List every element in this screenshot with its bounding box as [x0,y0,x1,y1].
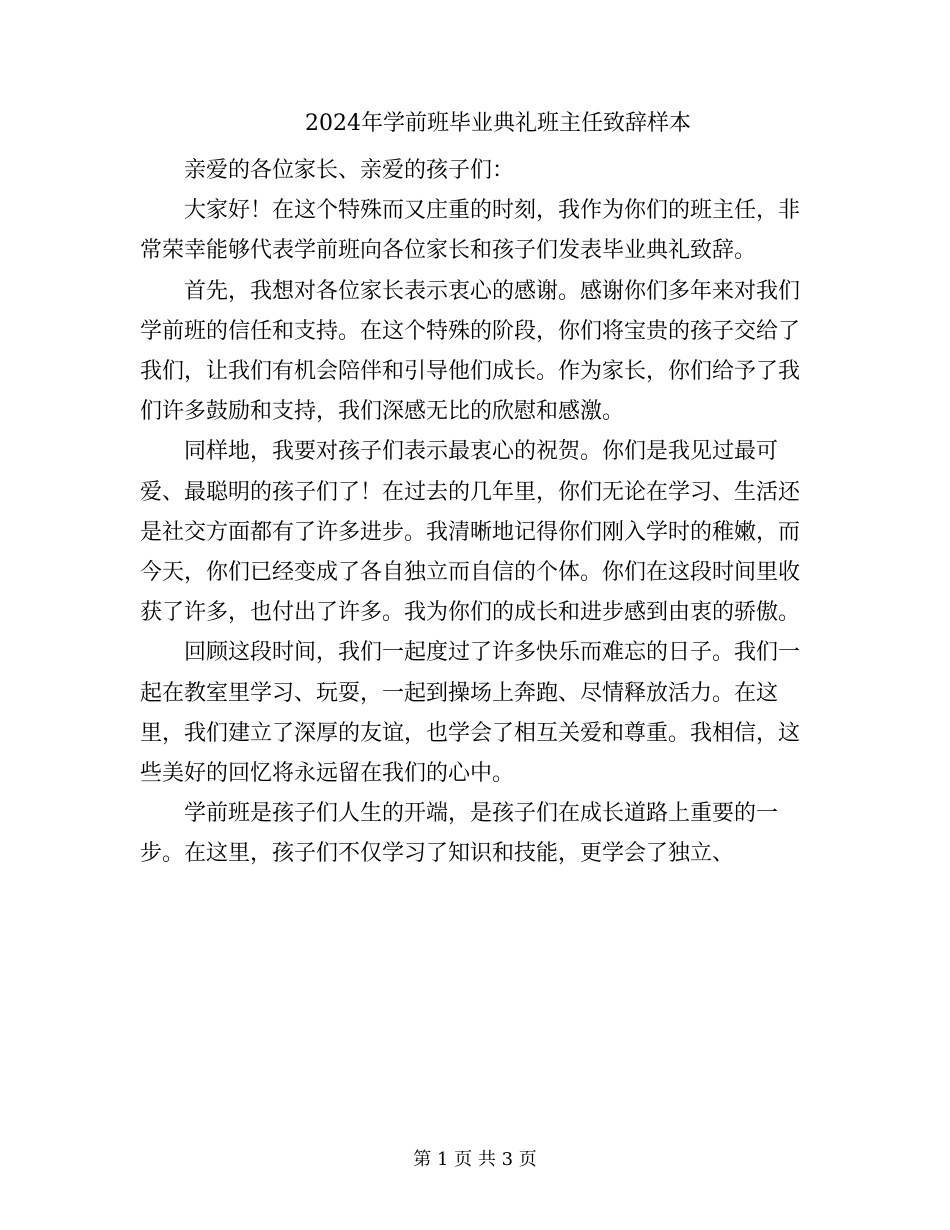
page-footer: 第 1 页 共 3 页 [413,1149,537,1170]
paragraph-thanks-parents: 首先，我想对各位家长表示衷心的感谢。感谢你们多年来对我们学前班的信任和支持。在这个特殊的阶段，你们将宝贵的孩子交给了我们，让我们有机会陪伴和引导他们成长。作为家长，你们给予了我们许多鼓励和支持，我们深感无比的欣慰和感激。 [140,278,801,425]
paragraph-preschool: 学前班是孩子们人生的开端，是孩子们在成长道路上重要的一步。在这里，孩子们不仅学习了知识和技能，更学会了独立、 [140,801,779,867]
document-body [140,151,800,875]
paragraph-salutation: 亲爱的各位家长、亲爱的孩子们： [184,158,515,183]
document-title: 2024年学前班毕业典礼班主任致辞样本 [305,111,691,136]
paragraph-greeting: 大家好！在这个特殊而又庄重的时刻，我作为你们的班主任，非常荣幸能够代表学前班向各位家长和孩子们发表毕业典礼致辞。 [140,198,801,264]
paragraph-congrats-children: 同样地，我要对孩子们表示最衷心的祝贺。你们是我见过最可爱、最聪明的孩子们了！在过去的几年里，你们无论在学习、生活还是社交方面都有了许多进步。我清晰地记得你们刚入学时的稚嫩，而今天，你们已经变成了各自独立而自信的个体。你们在这段时间里收获了许多，也付出了许多。我为你们的成长和进步感到由衷的骄傲。 [140,439,801,626]
paragraph-memories: 回顾这段时间，我们一起度过了许多快乐而难忘的日子。我们一起在教室里学习、玩耍，一起到操场上奔跑、尽情释放活力。在这里，我们建立了深厚的友谊，也学会了相互关爱和尊重。我相信，这些美好的回忆将永远留在我们的心中。 [140,640,801,787]
